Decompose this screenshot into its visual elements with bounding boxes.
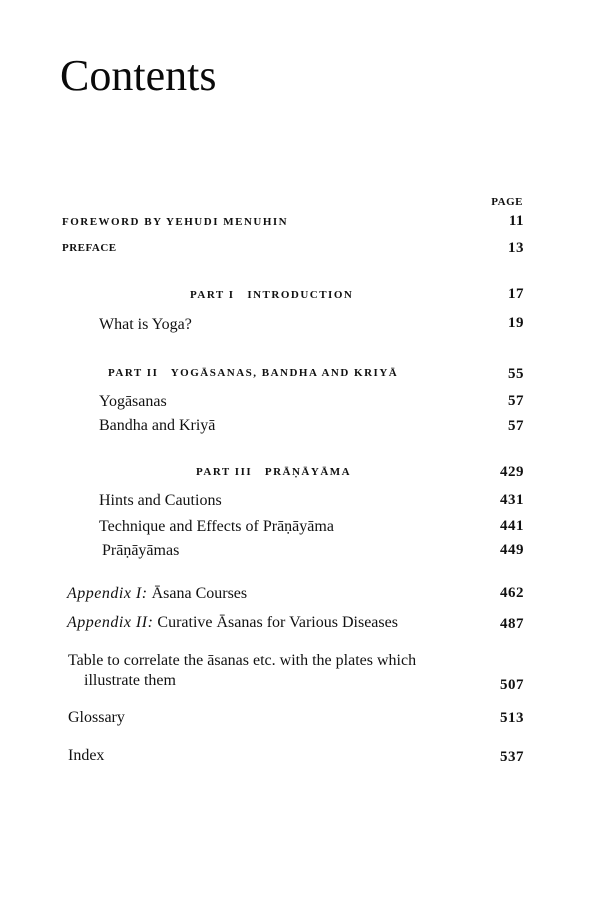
- part-page-2: 55: [508, 366, 524, 382]
- toc-entry-table-correlate-cont: illustrate them: [84, 672, 176, 689]
- toc-entry-table-correlate: Table to correlate the āsanas etc. with the plates which: [68, 652, 417, 669]
- toc-entry-bandha-kriya: Bandha and Kriyā: [99, 417, 216, 434]
- toc-page-appendix-2: 487: [500, 616, 524, 632]
- toc-page-preface: 13: [508, 240, 524, 256]
- part-heading-3: PART III PRĀṆĀYĀMA: [196, 466, 352, 478]
- appendix-2-prefix: Appendix II:: [67, 614, 154, 631]
- toc-page-foreword: 11: [508, 213, 524, 229]
- part-page-3: 429: [500, 464, 524, 480]
- part-page-1: 17: [508, 286, 524, 302]
- toc-entry-pranayamas: Prāṇāyāmas: [102, 542, 180, 559]
- toc-page-technique-effects: 441: [500, 518, 524, 534]
- appendix-2-label: Curative Āsanas for Various Diseases: [157, 614, 398, 631]
- toc-entry-glossary: Glossary: [68, 709, 125, 726]
- page-title: Contents: [60, 51, 217, 100]
- toc-entry-technique-effects: Technique and Effects of Prāṇāyāma: [99, 518, 334, 535]
- toc-page-hints-cautions: 431: [500, 492, 524, 508]
- toc-entry-yogasanas: Yogāsanas: [99, 393, 167, 410]
- toc-page-pranayamas: 449: [500, 542, 524, 558]
- appendix-1-prefix: Appendix I:: [67, 585, 148, 602]
- toc-page-table-correlate: 507: [500, 677, 524, 693]
- toc-entry-appendix-2: [67, 613, 398, 633]
- toc-page-yogasanas: 57: [508, 393, 524, 409]
- part-heading-2: PART II YOGĀSANAS, BANDHA AND KRIYĀ: [108, 367, 399, 379]
- toc-entry-preface: PREFACE: [62, 242, 117, 254]
- toc-entry-what-is-yoga: What is Yoga?: [99, 316, 192, 333]
- toc-page-appendix-1: 462: [500, 585, 524, 601]
- toc-page-bandha-kriya: 57: [508, 418, 524, 434]
- toc-entry-index: Index: [68, 747, 105, 764]
- toc-page-glossary: 513: [500, 710, 524, 726]
- toc-page-index: 537: [500, 749, 524, 765]
- appendix-1-label: Āsana Courses: [151, 585, 248, 602]
- toc-entry-appendix-1: [67, 584, 247, 604]
- page-column-header: PAGE: [491, 196, 523, 208]
- toc-entry-hints-cautions: Hints and Cautions: [99, 492, 222, 509]
- part-heading-1: PART I INTRODUCTION: [190, 289, 354, 301]
- toc-page-what-is-yoga: 19: [508, 315, 524, 331]
- toc-entry-foreword: FOREWORD BY YEHUDI MENUHIN: [62, 216, 289, 228]
